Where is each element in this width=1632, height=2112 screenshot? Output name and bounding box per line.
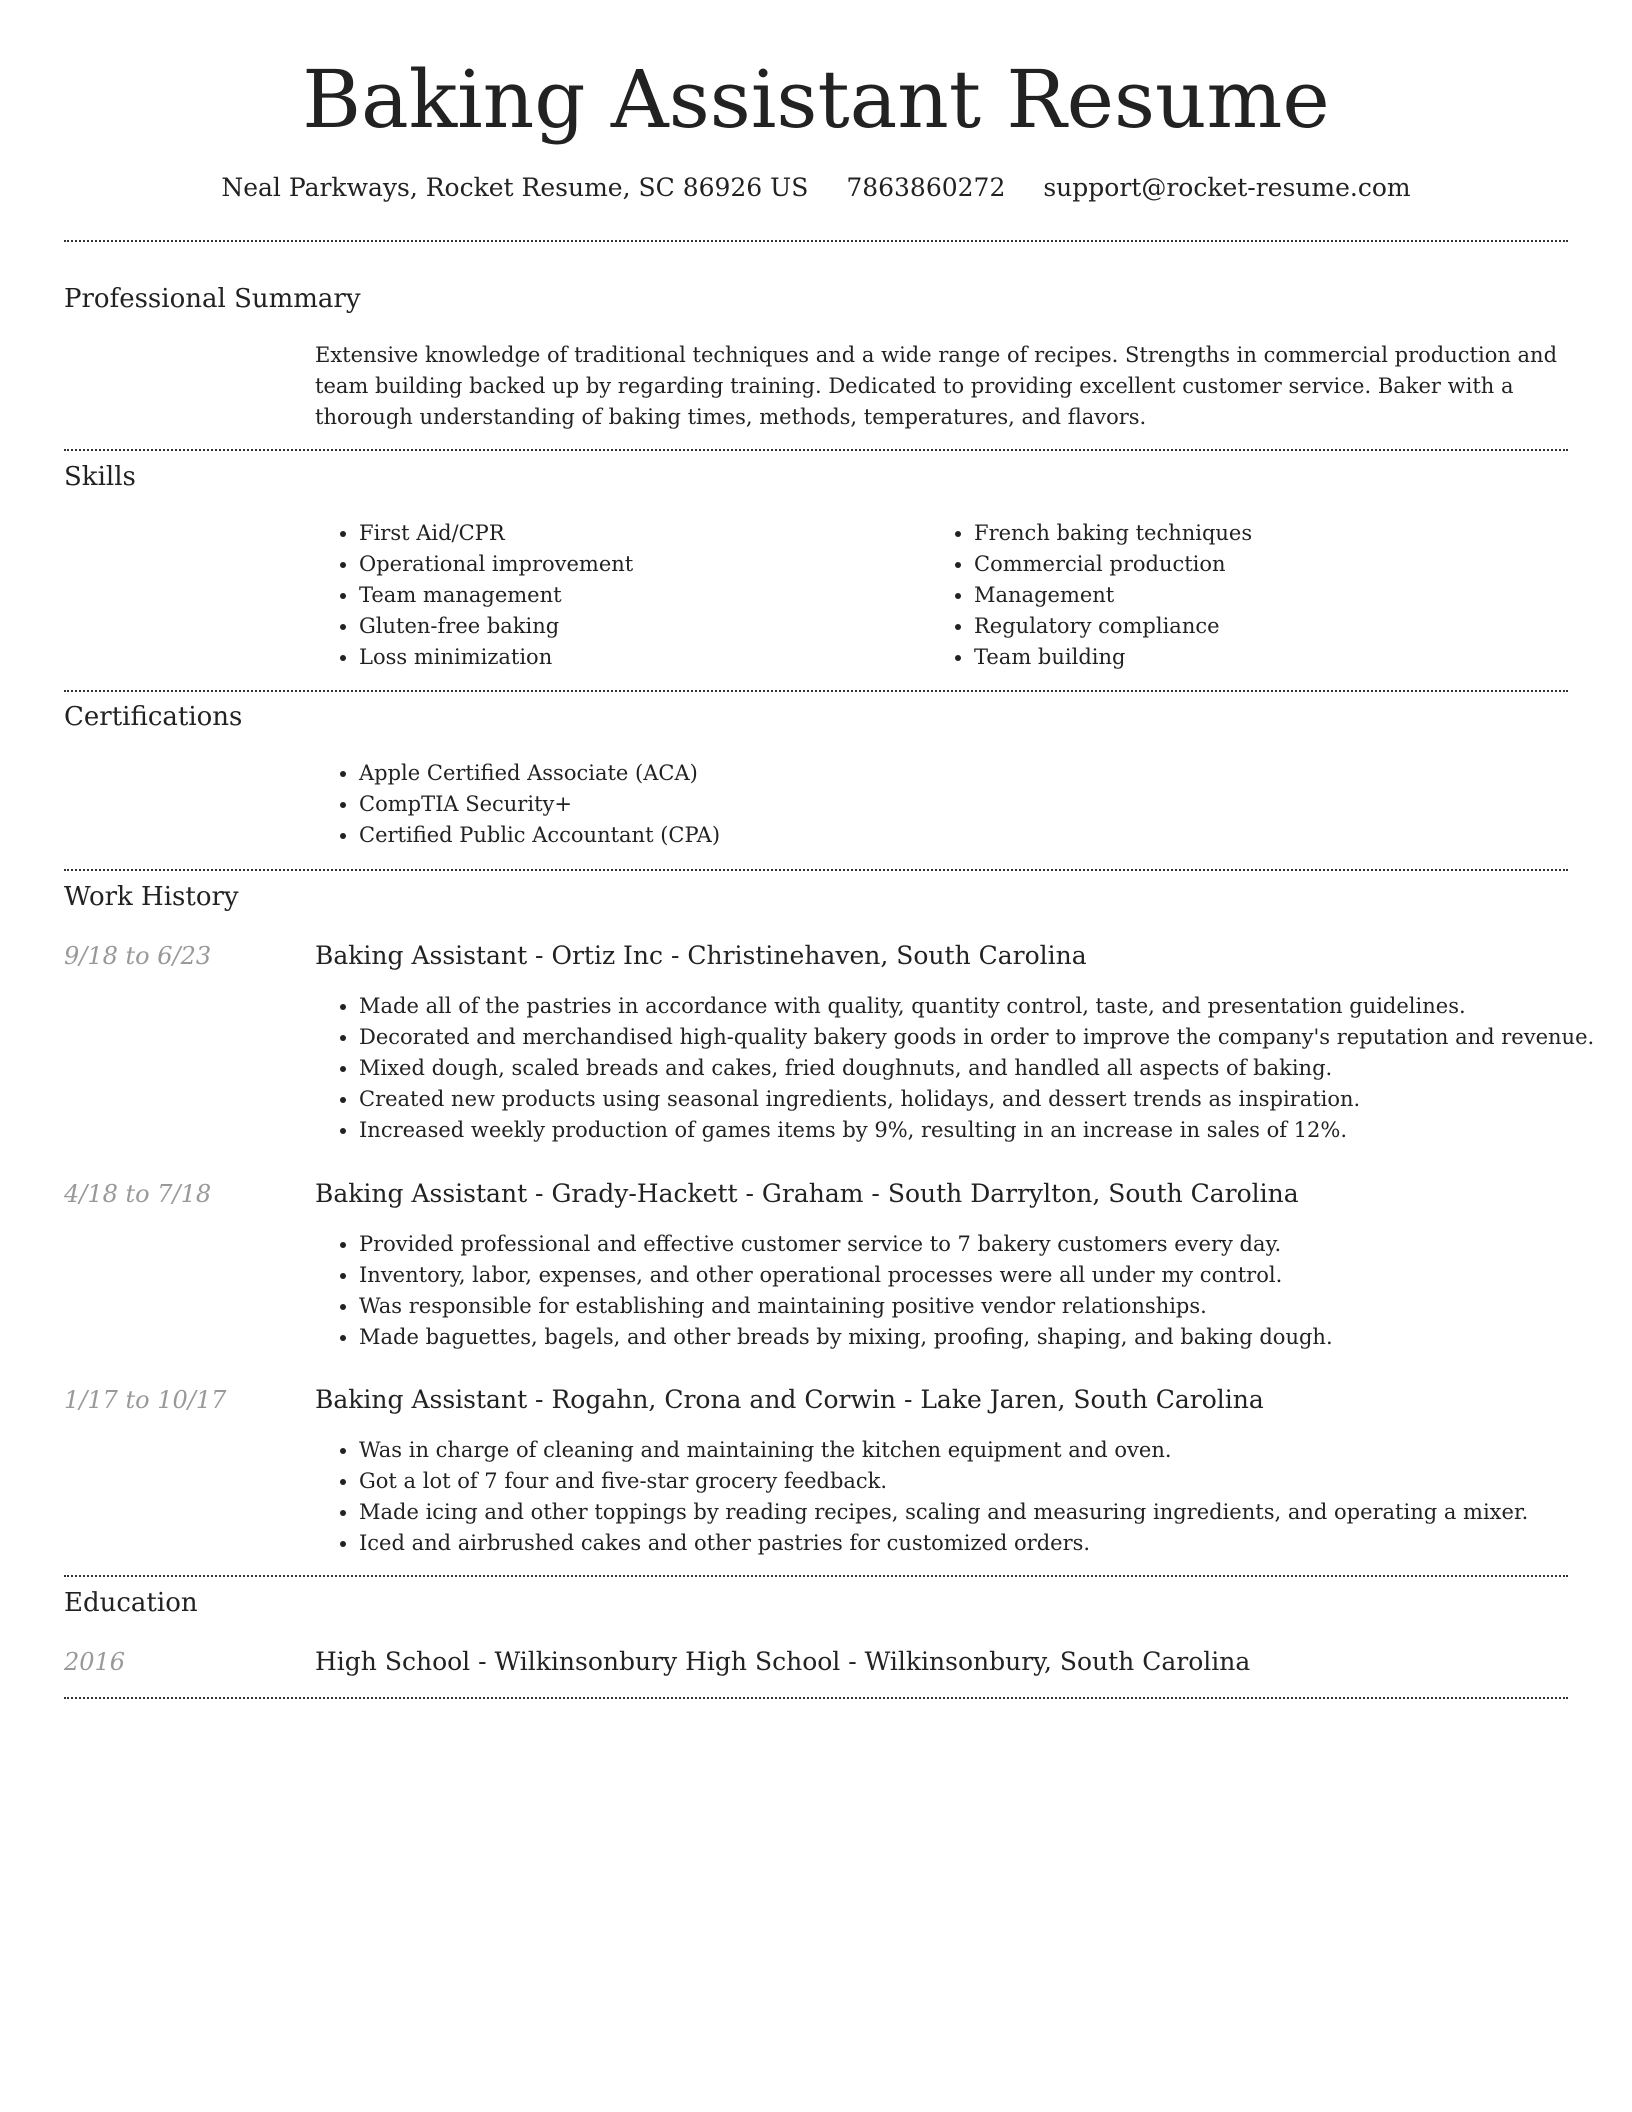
job-bullet: • Was responsible for establishing and maintaining positive vendor relationships. [359,1291,1609,1322]
section-divider [64,690,1568,692]
skill-item: • Management [974,580,1574,611]
certifications-heading: Certifications [64,702,243,732]
job-bullet: • Made icing and other toppings by reading recipes, scaling and measuring ingredients, and operating a mixer. [359,1497,1609,1528]
skills-list-right [930,518,1574,673]
skill-item: • Operational improvement [359,549,919,580]
contact-line [0,170,1632,206]
skill-item: • Loss minimization [359,642,919,673]
section-divider [64,1575,1568,1577]
summary-heading: Professional Summary [64,284,361,314]
certification-item: • CompTIA Security+ [359,789,1359,820]
skill-item: • Gluten-free baking [359,611,919,642]
job-bullet: • Mixed dough, scaled breads and cakes, fried doughnuts, and handled all aspects of baking. [359,1053,1609,1084]
education-heading: Education [64,1588,198,1618]
job-bullet: • Created new products using seasonal ingredients, holidays, and dessert trends as inspiration. [359,1084,1609,1115]
job-dates: 1/17 to 10/17 [64,1386,227,1414]
job-bullet: • Got a lot of 7 four and five-star grocery feedback. [359,1466,1609,1497]
contact-address: Neal Parkways, Rocket Resume, SC 86926 US [221,173,809,202]
education-date: 2016 [64,1648,126,1676]
job-bullets [315,1435,1609,1559]
certification-item: • Certified Public Accountant (CPA) [359,820,1359,851]
contact-email: support@rocket-resume.com [1043,173,1411,202]
skill-item: • Team management [359,580,919,611]
job-title: Baking Assistant - Ortiz Inc - Christinehaven, South Carolina [315,941,1087,970]
education-title: High School - Wilkinsonbury High School - Wilkinsonbury, South Carolina [315,1647,1251,1676]
job-dates: 9/18 to 6/23 [64,942,212,970]
resume-title: Baking Assistant Resume [302,53,1330,146]
skill-item: • First Aid/CPR [359,518,919,549]
job-dates: 4/18 to 7/18 [64,1180,212,1208]
skill-item: • French baking techniques [974,518,1574,549]
contact-phone: 7863860272 [846,173,1006,202]
job-bullet: • Made all of the pastries in accordance with quality, quantity control, taste, and presentation guidelines. [359,991,1609,1022]
job-bullet: • Increased weekly production of games items by 9%, resulting in an increase in sales of 12%. [359,1115,1609,1146]
section-divider [64,449,1568,451]
skill-item: • Team building [974,642,1574,673]
summary-text: Extensive knowledge of traditional techniques and a wide range of recipes. Strengths in commercial production and team building backed up by regarding training. Dedicated to providing excellent customer service. Baker with a thorough understanding of baking times, methods, temperatures, and flavors. [315,343,1558,429]
skill-item: • Commercial production [974,549,1574,580]
job-bullet: • Made baguettes, bagels, and other breads by mixing, proofing, shaping, and baking dough. [359,1322,1609,1353]
skills-heading: Skills [64,462,136,492]
section-divider [64,240,1568,242]
job-bullet: • Iced and airbrushed cakes and other pastries for customized orders. [359,1528,1609,1559]
skill-item: • Regulatory compliance [974,611,1574,642]
job-bullets [315,991,1609,1146]
job-bullet: • Provided professional and effective customer service to 7 bakery customers every day. [359,1229,1609,1260]
section-divider [64,1697,1568,1699]
job-bullet: • Inventory, labor, expenses, and other operational processes were all under my control. [359,1260,1609,1291]
job-title: Baking Assistant - Grady-Hackett - Graham - South Darrylton, South Carolina [315,1179,1299,1208]
job-bullet: • Decorated and merchandised high-quality bakery goods in order to improve the company's reputation and revenue. [359,1022,1609,1053]
section-divider [64,869,1568,871]
skills-list-left [315,518,919,673]
job-bullets [315,1229,1609,1353]
certification-item: • Apple Certified Associate (ACA) [359,758,1359,789]
job-title: Baking Assistant - Rogahn, Crona and Corwin - Lake Jaren, South Carolina [315,1385,1264,1414]
job-bullet: • Was in charge of cleaning and maintaining the kitchen equipment and oven. [359,1435,1609,1466]
work-history-heading: Work History [64,882,239,912]
certifications-list [315,758,1359,851]
